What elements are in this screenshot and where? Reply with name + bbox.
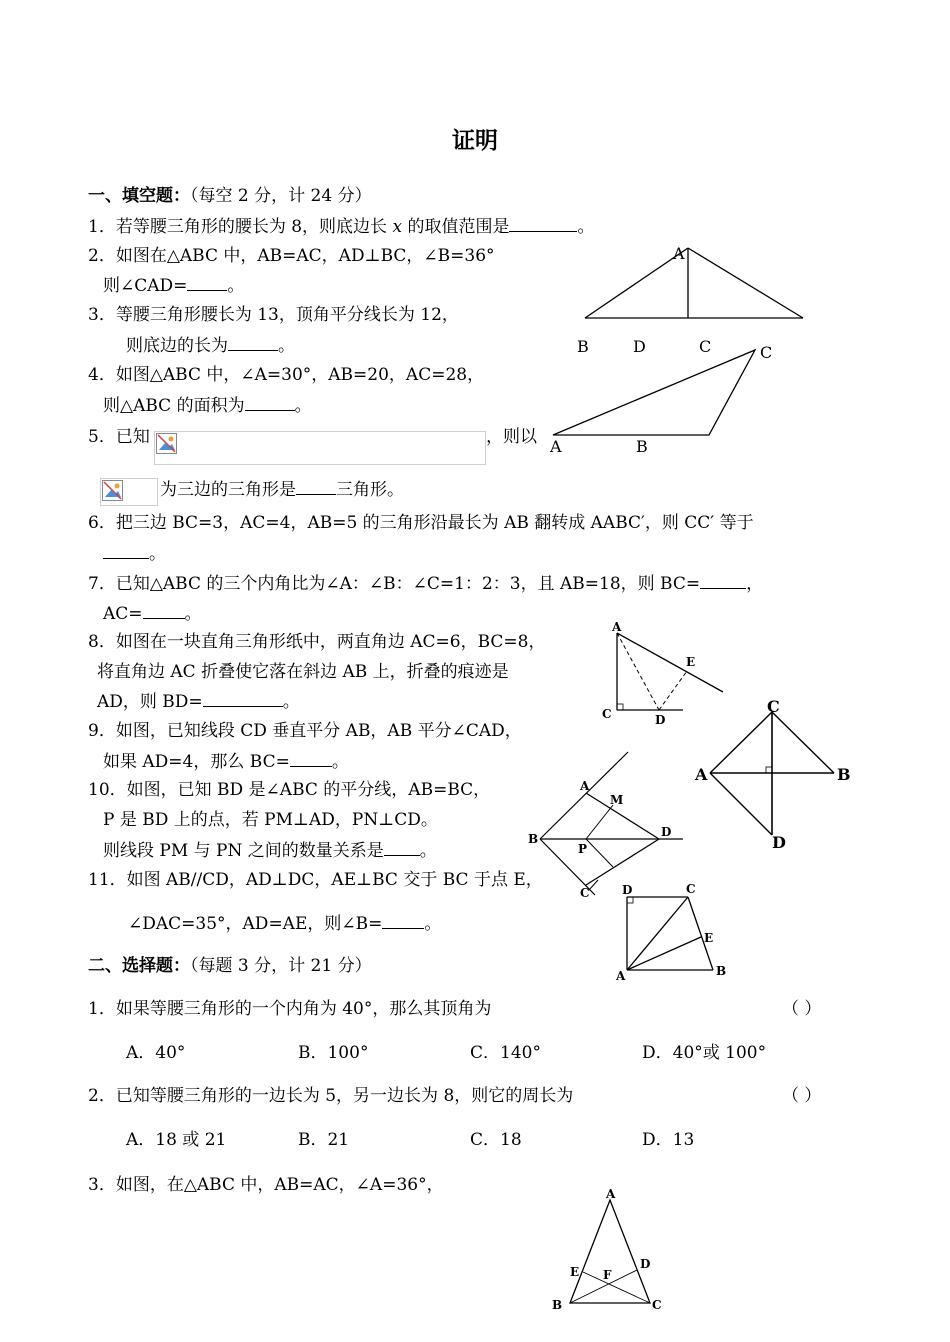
q8-line-2: 将直角边 AC 折叠使它落在斜边 AB 上，折叠的痕迹是	[97, 662, 509, 682]
fig3-label-d: D	[655, 713, 666, 727]
q3-text: 则底边的长为	[126, 336, 228, 356]
fig3-label-e: E	[686, 655, 696, 669]
q3-end: 。	[278, 336, 295, 356]
q9-text: 如果 AD=4，那么 BC=	[103, 752, 290, 772]
q7-text-2: AC=	[103, 604, 143, 624]
fig2-label-b: B	[636, 437, 648, 456]
page-title: 证明	[452, 128, 498, 154]
fig5-label-a: A	[580, 779, 590, 793]
fig5-label-d: D	[661, 825, 672, 839]
q10-end: 。	[419, 841, 437, 861]
choice-2-option-c[interactable]: C．18	[470, 1130, 522, 1150]
fig7-label-e: E	[570, 1265, 580, 1279]
q4-end: 。	[294, 396, 312, 416]
q10-line-1: 10．如图，已知 BD 是∠ABC 的平分线，AB=BC，	[88, 780, 491, 800]
fig7-label-c: C	[652, 1298, 662, 1312]
section-1-note: （每空 2 分，计 24 分）	[190, 186, 372, 206]
q11-text: ∠DAC=35°，AD=AE，则∠B=	[128, 914, 383, 934]
fig4-label-c: C	[767, 697, 780, 716]
q4-line-1: 4．如图△ABC 中，∠A=30°，AB=20，AC=28，	[88, 365, 485, 385]
q2-end: 。	[227, 276, 245, 296]
q6-line-1: 6．把三边 BC=3，AC=4，AB=5 的三角形沿最长为 AB 翻转成 AABC′，则 CC′ 等于	[88, 513, 754, 533]
fig3-label-c: C	[602, 707, 612, 721]
q7-text: 7．已知△ABC 的三个内角比为∠A：∠B：∠C=1：2：3，且 AB=18，则 BC=	[88, 574, 701, 594]
fig5-label-m: M	[610, 793, 624, 807]
q10-line-2: P 是 BD 上的点，若 PM⊥AD，PN⊥CD。	[103, 810, 438, 830]
fig3-label-a: A	[612, 620, 622, 634]
choice-1-answer-paren[interactable]: （ ）	[782, 999, 822, 1019]
q3-line-1: 3．等腰三角形腰长为 13，顶角平分线长为 12，	[88, 305, 459, 325]
q2-line-1: 2．如图在△ABC 中，AB=AC，AD⊥BC，∠B=36°	[88, 246, 495, 266]
q10-text: 则线段 PM 与 PN 之间的数量关系是	[103, 841, 384, 861]
q7-end: 。	[184, 604, 202, 624]
choice-1-option-c[interactable]: C．140°	[470, 1043, 541, 1063]
fig6-label-c: C	[686, 882, 696, 896]
choice-2-option-a[interactable]: A．18 或 21	[126, 1130, 227, 1150]
choice-1-option-d[interactable]: D．40°或 100°	[642, 1043, 767, 1063]
fig5-label-c: C	[580, 886, 590, 900]
fig6-label-a: A	[616, 969, 626, 983]
q9-end: 。	[331, 752, 349, 772]
fig1-label-c: C	[699, 337, 712, 356]
fig6-label-d: D	[622, 883, 633, 897]
fig5-label-p: P	[578, 842, 588, 856]
section-2-title: 二、选择题：	[88, 956, 190, 976]
q5-text: 为三边的三角形是	[160, 480, 296, 500]
fig2-label-c: C	[760, 343, 773, 362]
q11-line-1: 11．如图 AB//CD，AD⊥DC，AE⊥BC 交于 BC 于点 E，	[88, 870, 543, 890]
fig7-label-a: A	[606, 1187, 616, 1201]
fig4-label-d: D	[772, 833, 786, 852]
q8-line-1: 8．如图在一块直角三角形纸中，两直角边 AC=6，BC=8，	[88, 632, 546, 652]
fig7-label-f: F	[603, 1268, 612, 1282]
q1-variable: x	[392, 217, 403, 237]
q1-end: 。	[577, 217, 595, 237]
fig6-label-e: E	[704, 931, 714, 945]
choice-3-stem: 3．如图，在△ABC 中，AB=AC，∠A=36°，	[88, 1175, 444, 1195]
q1-text: 1．若等腰三角形的腰长为 8，则底边长	[88, 217, 393, 237]
q11-end: 。	[424, 914, 442, 934]
q5-end: 三角形。	[336, 480, 404, 500]
fig1-label-b: B	[577, 337, 589, 356]
fig2-label-a: A	[550, 437, 562, 456]
q8-text: AD，则 BD=	[97, 692, 203, 712]
fig4-label-a: A	[695, 765, 708, 784]
q2-text: 则∠CAD=	[103, 276, 188, 296]
fig4-label-b: B	[837, 765, 851, 784]
fig6-label-b: B	[716, 964, 727, 978]
q7-comma: ，	[746, 574, 764, 594]
choice-2-option-d[interactable]: D．13	[642, 1130, 695, 1150]
q8-end: 。	[282, 692, 300, 712]
q5-suffix: ，则以	[486, 427, 537, 447]
q1-text-2: 的取值范围是	[402, 217, 510, 237]
choice-1-stem: 1．如果等腰三角形的一个内角为 40°，那么其顶角为	[88, 999, 492, 1019]
fig1-label-d: D	[633, 337, 646, 356]
fig5-label-b: B	[528, 832, 539, 846]
choice-2-answer-paren[interactable]: （ ）	[782, 1086, 822, 1106]
choice-1-option-a[interactable]: A．40°	[126, 1043, 186, 1063]
choice-2-stem: 2．已知等腰三角形的一边长为 5，另一边长为 8，则它的周长为	[88, 1086, 574, 1106]
section-2-note: （每题 3 分，计 21 分）	[190, 956, 372, 976]
fig7-triangle-abc	[570, 1200, 650, 1303]
fig7-label-b: B	[552, 1298, 563, 1312]
fig7-label-d: D	[640, 1257, 651, 1271]
q5-prefix: 5．已知	[88, 427, 150, 447]
choice-2-option-b[interactable]: B．21	[298, 1130, 350, 1150]
q4-text: 则△ABC 的面积为	[103, 396, 245, 416]
choice-1-option-b[interactable]: B．100°	[298, 1043, 369, 1063]
fig1-label-a: A	[673, 244, 685, 263]
q6-end: 。	[149, 544, 166, 564]
section-1-title: 一、填空题：	[88, 186, 190, 206]
q9-line-1: 9．如图，已知线段 CD 垂直平分 AB，AB 平分∠CAD，	[88, 721, 522, 741]
